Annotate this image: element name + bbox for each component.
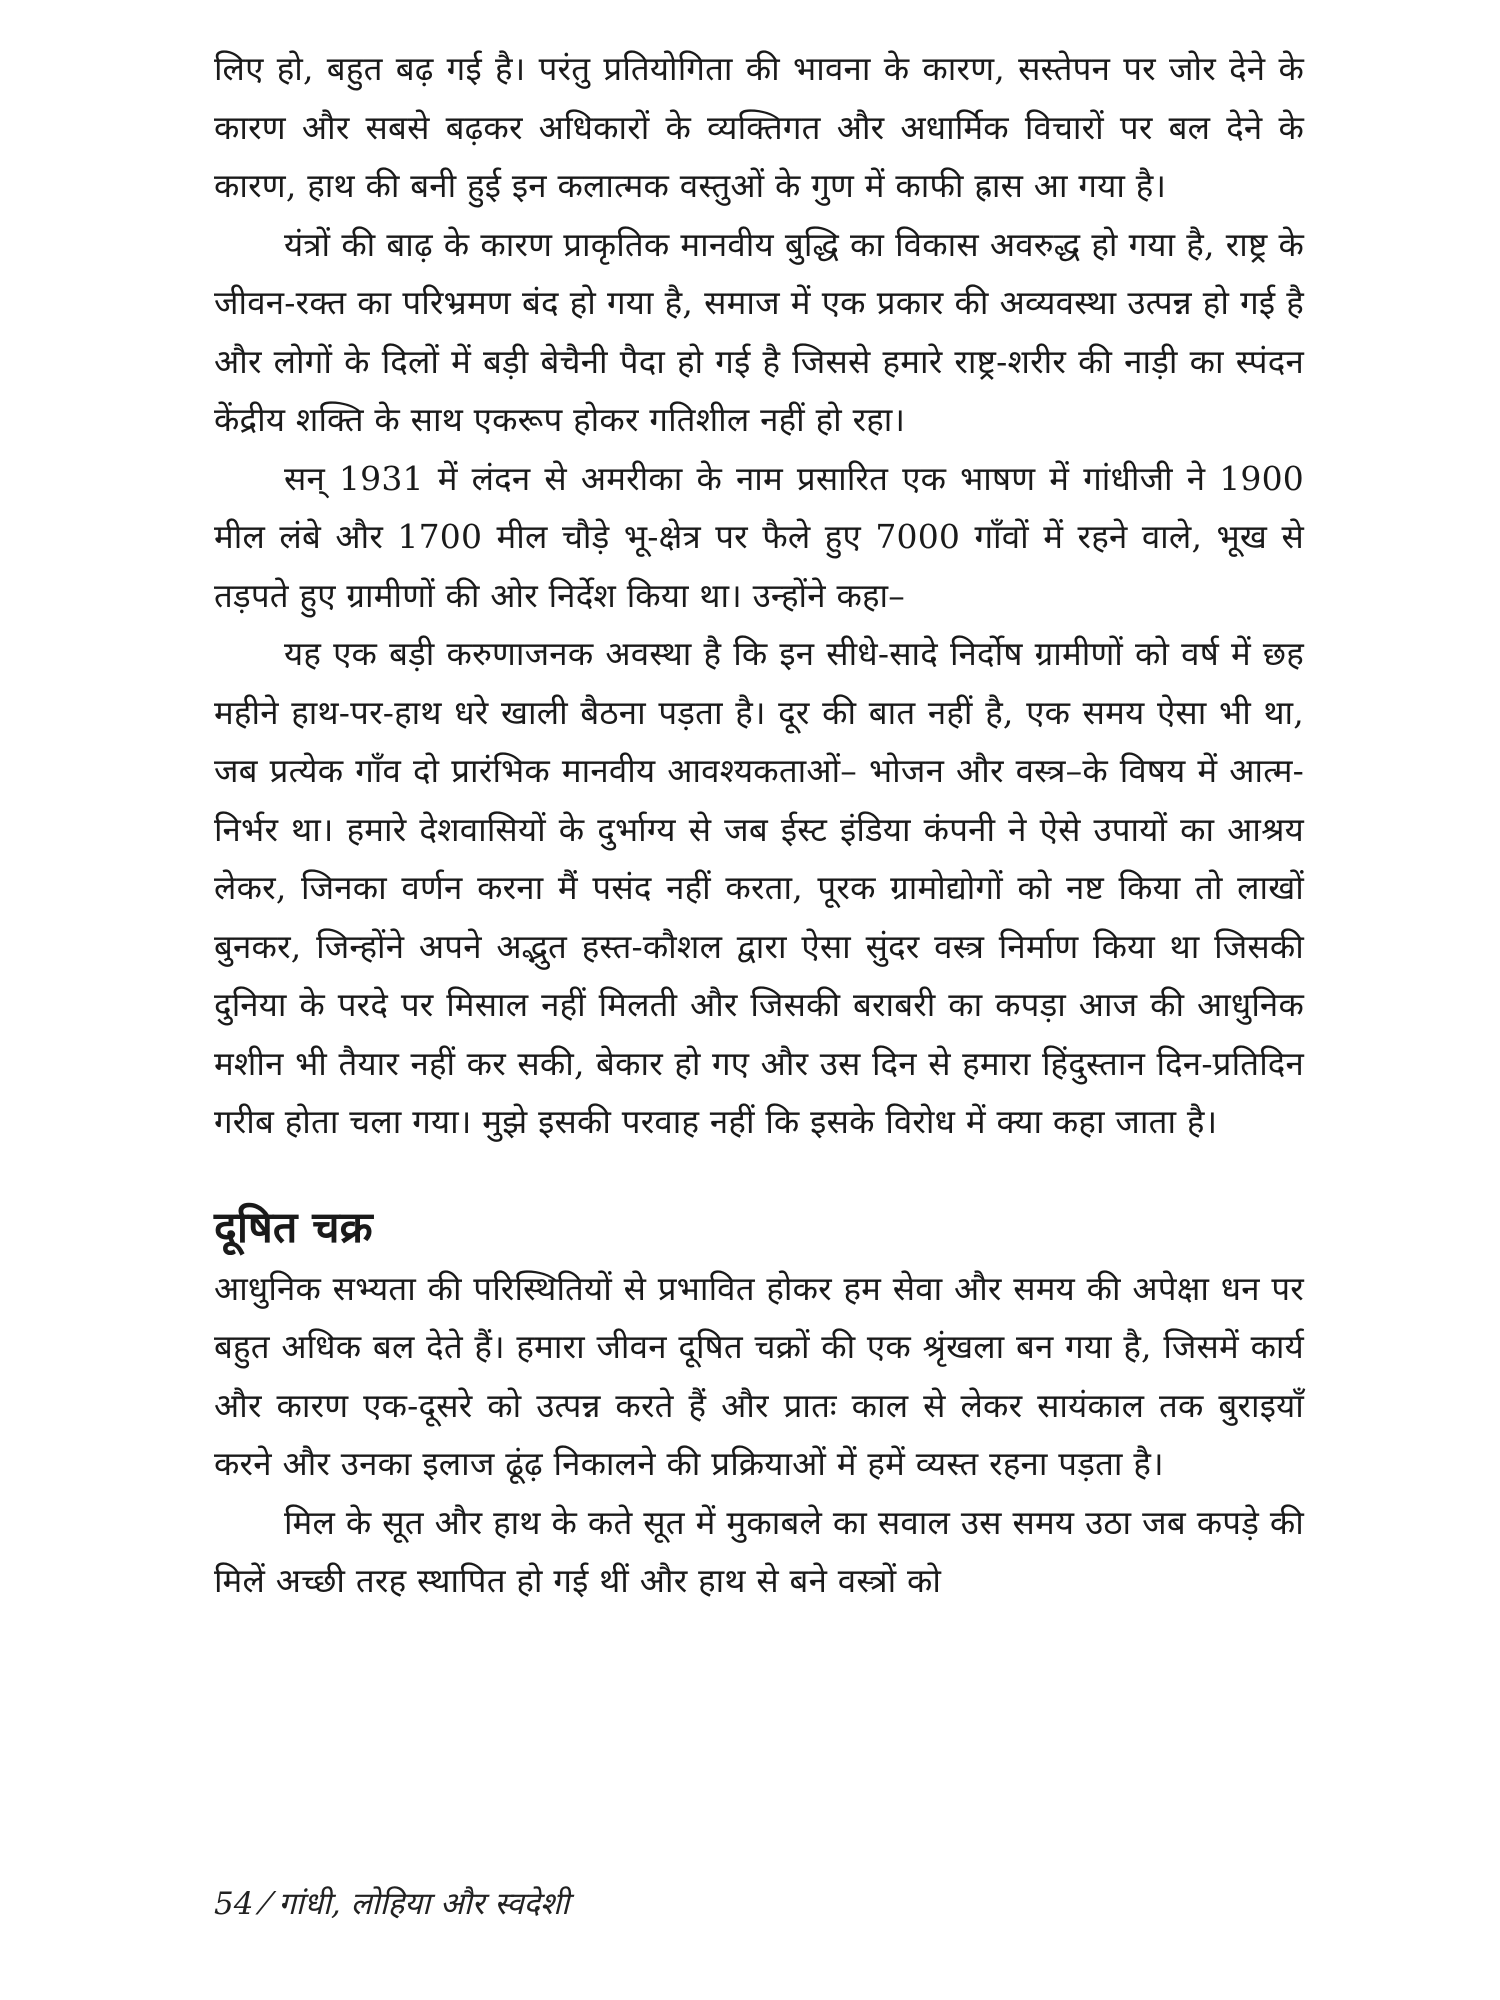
paragraph-continuation: लिए हो, बहुत बढ़ गई है। परंतु प्रतियोगिता की भावना के कारण, सस्तेपन पर जोर देने के कारण और सबसे बढ़कर अधिकारों के व्यक्तिगत और अधार्मिक विचारों पर बल देने के कारण, हाथ की बनी हुई इन कलात्मक वस्तुओं के गुण में काफी ह्रास आ गया है।: [214, 49, 1304, 205]
section-heading: दूषित चक्र: [214, 1202, 373, 1253]
paragraph-gandhi-speech-1931: सन् 1931 में लंदन से अमरीका के नाम प्रसारित एक भाषण में गांधीजी ने 1900 मील लंबे और 1700 मील चौड़े भू-क्षेत्र पर फैले हुए 7000 गाँवों में रहने वाले, भूख से तड़पते हुए ग्रामीणों की ओर निर्देश किया था। उन्होंने कहा–: [214, 458, 1304, 615]
paragraph-mill-yarn: मिल के सूत और हाथ के कते सूत में मुकाबले का सवाल उस समय उठा जब कपड़े की मिलें अच्छी तरह स्थापित हो गई थीं और हाथ से बने वस्त्रों को: [214, 1502, 1304, 1600]
paragraph-modern-civilization: आधुनिक सभ्यता की परिस्थितियों से प्रभावित होकर हम सेवा और समय की अपेक्षा धन पर बहुत अधिक बल देते हैं। हमारा जीवन दूषित चक्रों की एक श्रृंखला बन गया है, जिसमें कार्य और कारण एक-दूसरे को उत्पन्न करते हैं और प्रातः काल से लेकर सायंकाल तक बुराइयाँ करने और उनका इलाज ढूंढ़ निकालने की प्रक्रियाओं में हमें व्यस्त रहना पड़ता है।: [214, 1268, 1304, 1483]
paragraph-machines: यंत्रों की बाढ़ के कारण प्राकृतिक मानवीय बुद्धि का विकास अवरुद्ध हो गया है, राष्ट्र के जीवन-रक्त का परिभ्रमण बंद हो गया है, समाज में एक प्रकार की अव्यवस्था उत्पन्न हो गई है और लोगों के दिलों में बड़ी बेचैनी पैदा हो गई है जिससे हमारे राष्ट्र-शरीर की नाड़ी का स्पंदन केंद्रीय शक्ति के साथ एकरूप होकर गतिशील नहीं हो रहा।: [214, 224, 1304, 439]
book-page: [214, 40, 1304, 1970]
page-footer: 54 ⁄ गांधी, लोहिया और स्वदेशी: [214, 1886, 570, 1922]
paragraph-speech-quote: यह एक बड़ी करुणाजनक अवस्था है कि इन सीधे-सादे निर्दोष ग्रामीणों को वर्ष में छह महीने हाथ-पर-हाथ धरे खाली बैठना पड़ता है। दूर की बात नहीं है, एक समय ऐसा भी था, जब प्रत्येक गाँव दो प्रारंभिक मानवीय आवश्यकताओं– भोजन और वस्त्र–के विषय में आत्म-निर्भर था। हमारे देशवासियों के दुर्भाग्य से जब ईस्ट इंडिया कंपनी ने ऐसे उपायों का आश्रय लेकर, जिनका वर्णन करना मैं पसंद नहीं करता, पूरक ग्रामोद्योगों को नष्ट किया तो लाखों बुनकर, जिन्होंने अपने अद्भुत हस्त-कौशल द्वारा ऐसा सुंदर वस्त्र निर्माण किया था जिसकी दुनिया के परदे पर मिसाल नहीं मिलती और जिसकी बराबरी का कपड़ा आज की आधुनिक मशीन भी तैयार नहीं कर सकी, बेकार हो गए और उस दिन से हमारा हिंदुस्तान दिन-प्रतिदिन गरीब होता चला गया। मुझे इसकी परवाह नहीं कि इसके विरोध में क्या कहा जाता है।: [214, 634, 1304, 1141]
